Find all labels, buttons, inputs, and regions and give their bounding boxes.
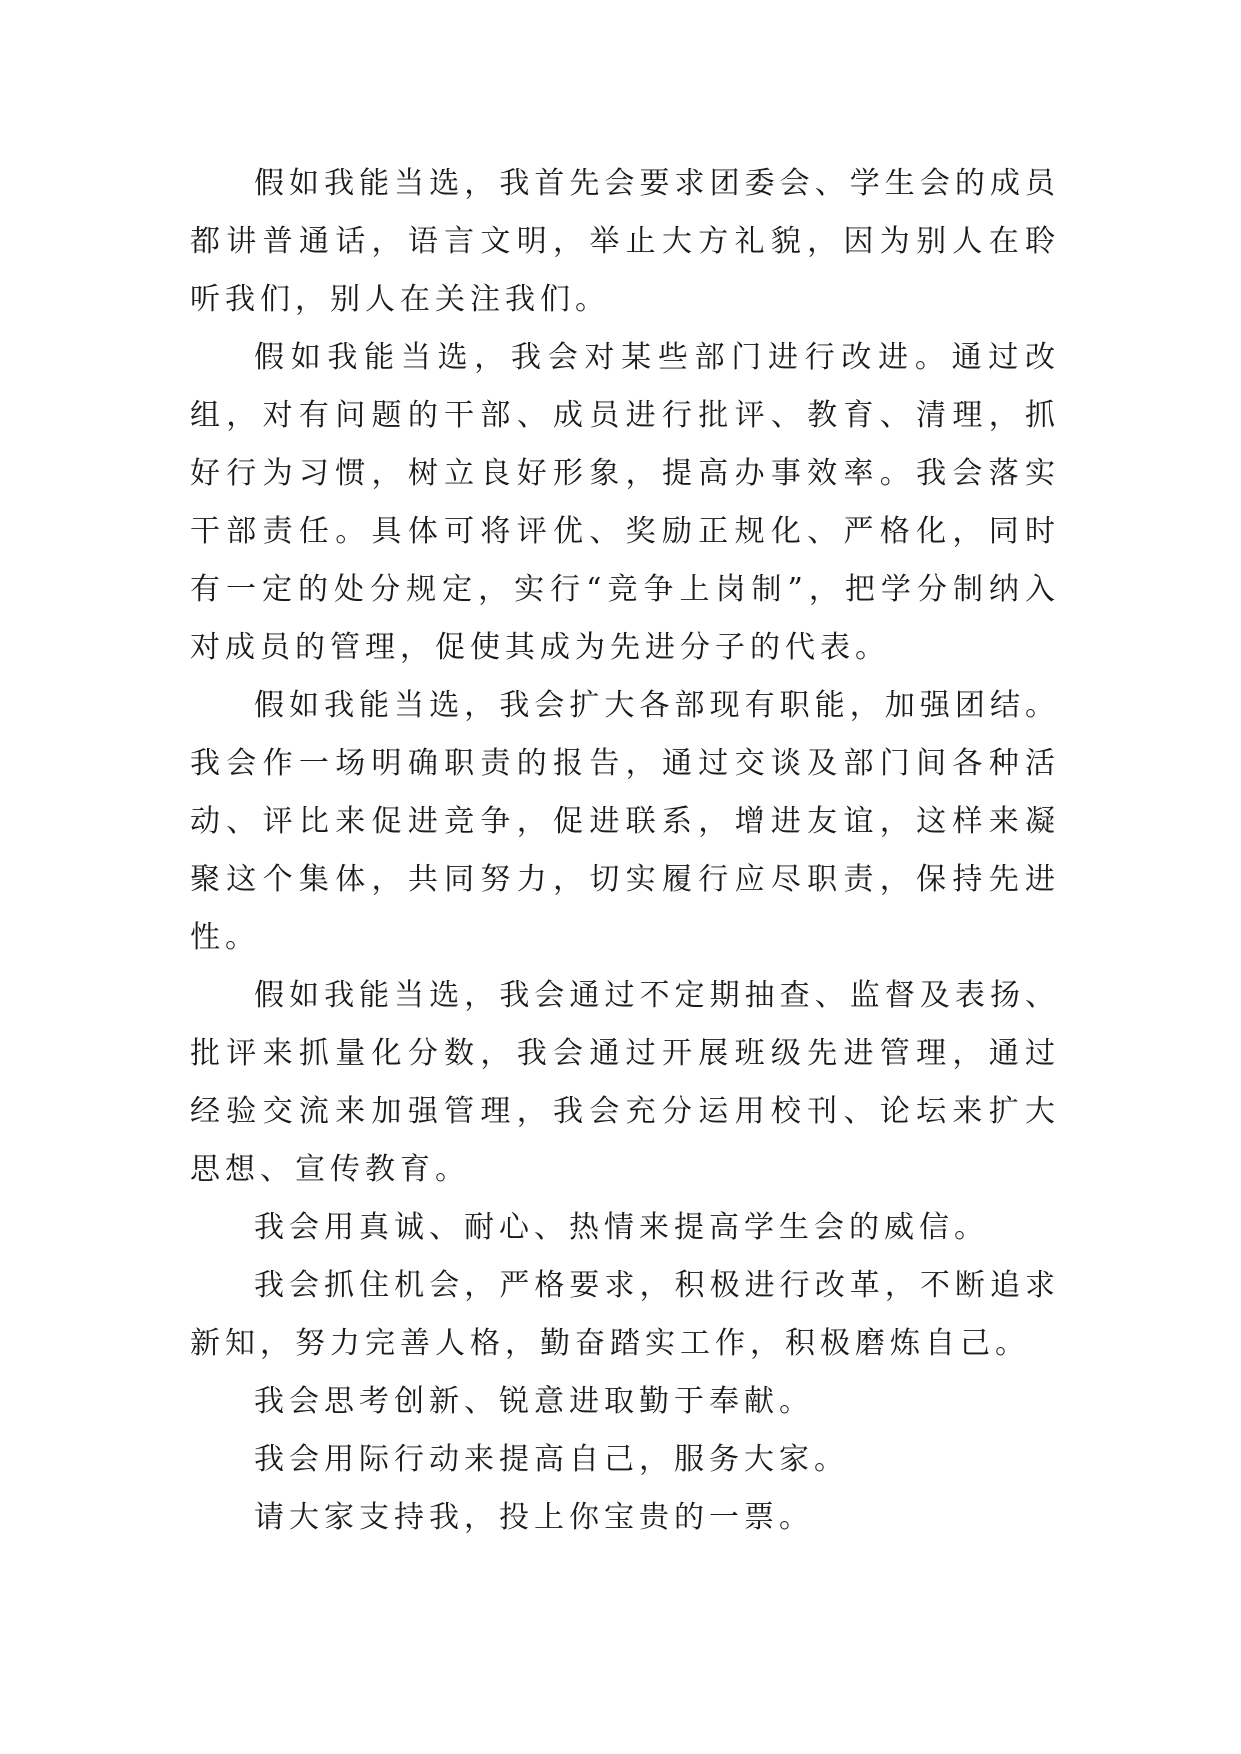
paragraph: 假如我能当选，我会对某些部门进行改进。通过改组，对有问题的干部、成员进行批评、教育、清理，抓好行为习惯，树立良好形象，提高办事效率。我会落实干部责任。具体可将评优、奖励正规化、严格化，同时有一定的处分规定，实行“竞争上岗制”，把学分制纳入对成员的管理，促使其成为先进分子的代表。 [190,340,1060,665]
paragraph: 假如我能当选，我会扩大各部现有职能，加强团结。我会作一场明确职责的报告，通过交谈及部门间各种活动、评比来促进竞争，促进联系，增进友谊，这样来凝聚这个集体，共同努力，切实履行应尽职责，保持先进性。 [190,688,1060,955]
paragraph: 我会抓住机会，严格要求，积极进行改革，不断追求新知，努力完善人格，勤奋踏实工作，积极磨炼自己。 [190,1268,1060,1361]
paragraph: 我会用际行动来提高自己，服务大家。 [254,1442,849,1477]
paragraph: 假如我能当选，我首先会要求团委会、学生会的成员都讲普通话，语言文明，举止大方礼貌，因为别人在聆听我们，别人在关注我们。 [190,166,1060,317]
paragraph: 假如我能当选，我会通过不定期抽查、监督及表扬、批评来抓量化分数，我会通过开展班级先进管理，通过经验交流来加强管理，我会充分运用校刊、论坛来扩大思想、宣传教育。 [190,978,1060,1187]
paragraph: 我会用真诚、耐心、热情来提高学生会的威信。 [254,1210,989,1245]
document-body [190,155,1060,1547]
paragraph: 我会思考创新、锐意进取勤于奉献。 [254,1384,814,1419]
paragraph: 请大家支持我，投上你宝贵的一票。 [254,1500,814,1535]
